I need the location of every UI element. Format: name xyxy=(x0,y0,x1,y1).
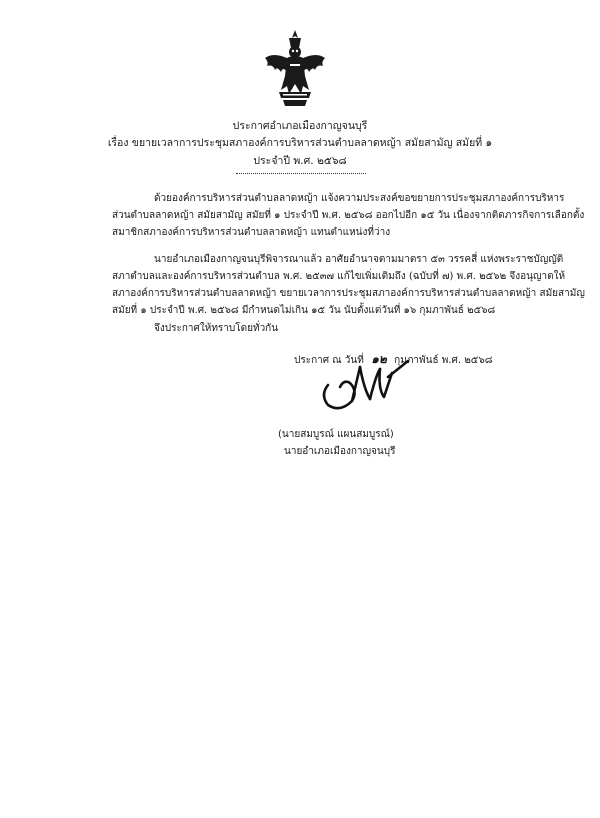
handwritten-signature xyxy=(318,355,410,417)
announce-date-prefix: ประกาศ ณ วันที่ xyxy=(294,355,364,366)
announce-date-day: ๑๒ xyxy=(371,352,387,366)
closing-statement: จึงประกาศให้ทราบโดยทั่วกัน xyxy=(154,323,279,334)
signer-position: นายอำเภอเมืองกาญจนบุรี xyxy=(284,446,396,457)
announce-date-suffix: กุมภาพันธ์ พ.ศ. ๒๕๖๘ xyxy=(394,355,493,366)
paragraph-2-line-4: สมัยที่ ๑ ประจำปี พ.ศ. ๒๕๖๘ มีกำหนดไม่เกิน ๑๕ วัน นับตั้งแต่วันที่ ๑๖ กุมภาพันธ์ ๒๕๖๘ xyxy=(112,305,496,316)
paragraph-1-line-1: ด้วยองค์การบริหารส่วนตำบลลาดหญ้า แจ้งความประสงค์ขอขยายการประชุมสภาองค์การบริหาร xyxy=(154,193,565,204)
announcement-title: ประกาศอำเภอเมืองกาญจนบุรี xyxy=(232,120,368,132)
dotted-divider xyxy=(236,173,366,174)
announcement-subject: เรื่อง ขยายเวลาการประชุมสภาองค์การบริหารส่วนตำบลลาดหญ้า สมัยสามัญ สมัยที่ ๑ xyxy=(107,137,493,149)
paragraph-1-line-2: ส่วนตำบลลาดหญ้า สมัยสามัญ สมัยที่ ๑ ประจำปี พ.ศ. ๒๕๖๘ ออกไปอีก ๑๕ วัน เนื่องจากติดภารกิจการเลือกตั้ง xyxy=(112,210,585,221)
paragraph-2-line-1: นายอำเภอเมืองกาญจนบุรีพิจารณาแล้ว อาศัยอำนาจตามมาตรา ๕๓ วรรคสี่ แห่งพระราชบัญญัติ xyxy=(154,254,564,265)
signer-name: (นายสมบูรณ์ แผนสมบูรณ์) xyxy=(278,429,394,440)
garuda-emblem-icon xyxy=(263,28,327,108)
announcement-year: ประจำปี พ.ศ. ๒๕๖๘ xyxy=(253,155,347,167)
paragraph-1-line-3: สมาชิกสภาองค์การบริหารส่วนตำบลลาดหญ้า แทนตำแหน่งที่ว่าง xyxy=(112,227,391,238)
paragraph-2-line-3: สภาองค์การบริหารส่วนตำบลลาดหญ้า ขยายเวลาการประชุมสภาองค์การบริหารส่วนตำบลลาดหญ้า สมัยสามัญ xyxy=(112,288,585,299)
paragraph-2-line-2: สภาตำบลและองค์การบริหารส่วนตำบล พ.ศ. ๒๕๓๗ แก้ไขเพิ่มเติมถึง (ฉบับที่ ๗) พ.ศ. ๒๕๖๒ จึงอนุญาตให้ xyxy=(112,271,566,282)
